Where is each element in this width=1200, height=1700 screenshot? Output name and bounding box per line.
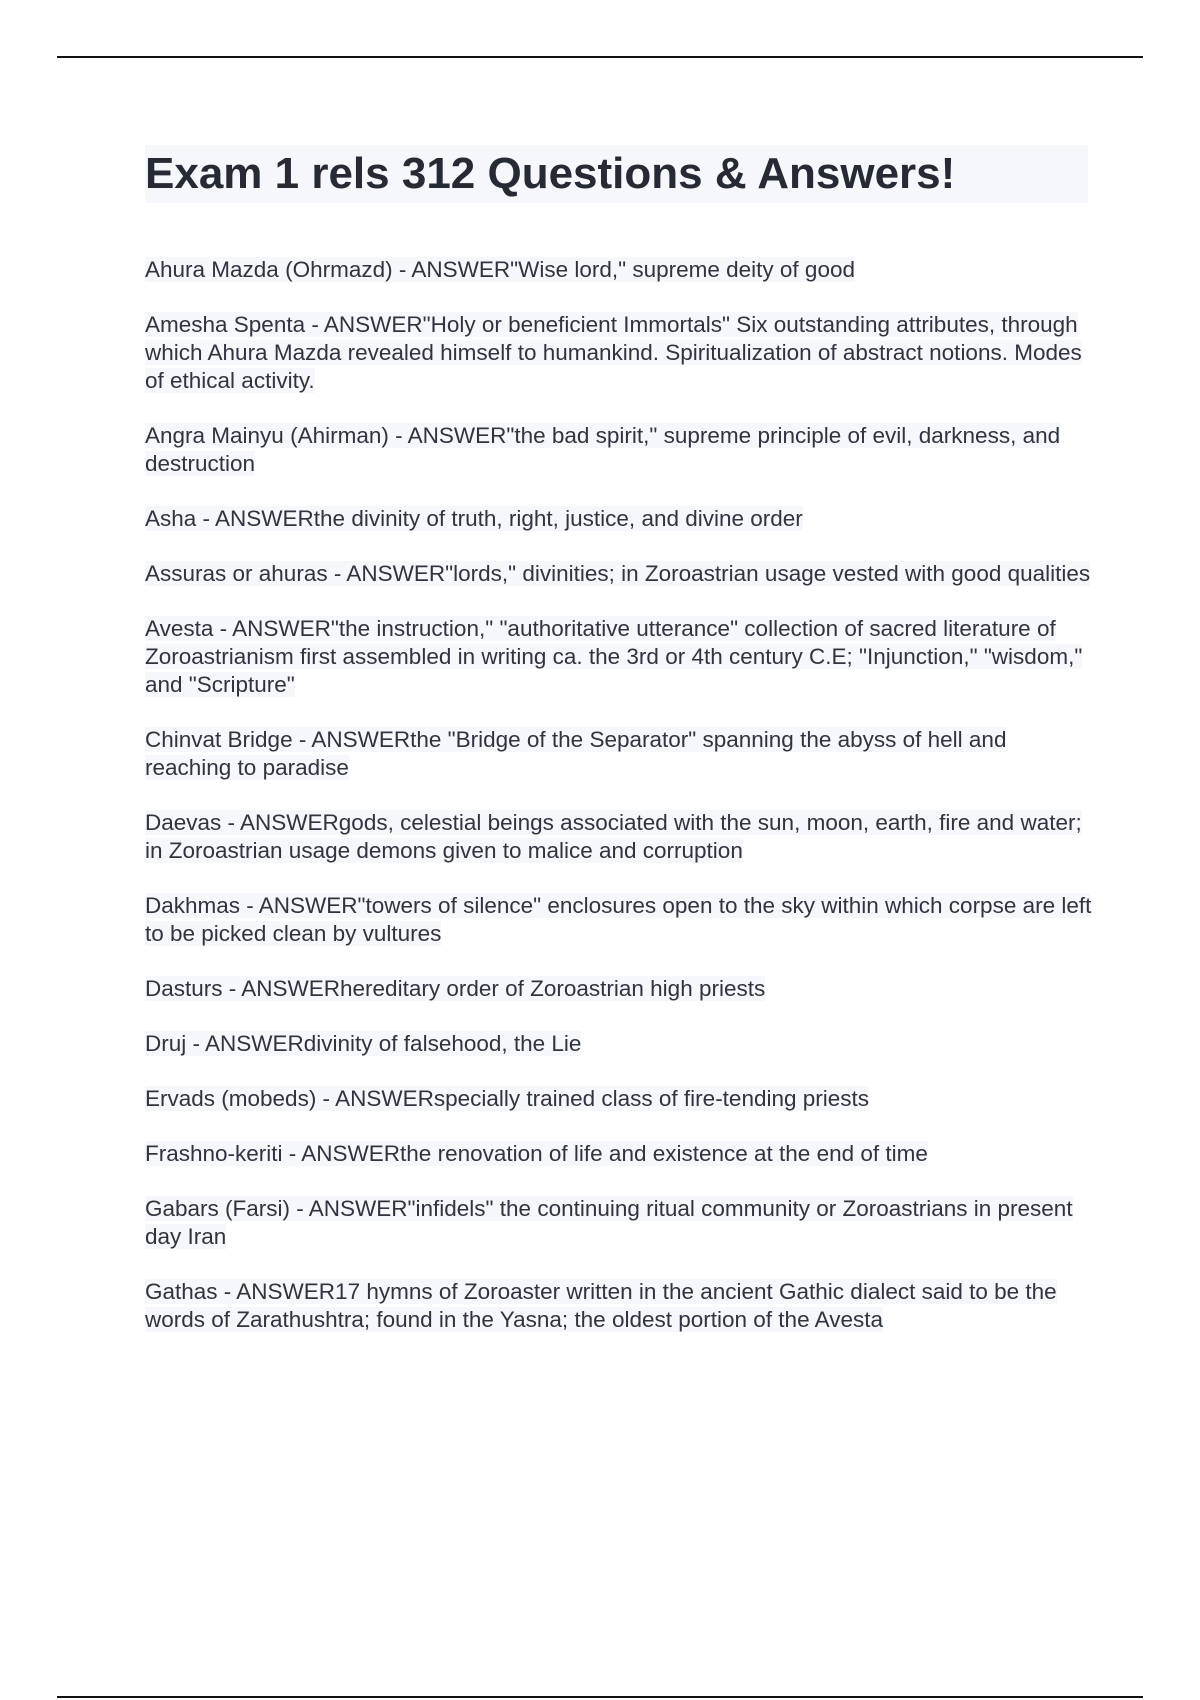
qa-item-text: Ervads (mobeds) - ANSWERspecially trained class of fire-tending priests [145,1086,870,1111]
qa-item-text: Amesha Spenta - ANSWER"Holy or beneficient Immortals" Six outstanding attributes, through which Ahura Mazda revealed himself to humankind. Spiritualization of abstract notions. Modes of ethical activity. [145,312,1082,393]
qa-item-text: Frashno-keriti - ANSWERthe renovation of life and existence at the end of time [145,1141,928,1166]
qa-item-angra-mainyu [145,422,1095,478]
qa-item-text: Assuras or ahuras - ANSWER"lords," divinities; in Zoroastrian usage vested with good qualities [145,561,1091,586]
qa-item-dasturs [145,975,1095,1003]
qa-item-ervads [145,1085,1095,1113]
qa-item-gathas [145,1278,1095,1334]
qa-item-dakhmas [145,892,1095,948]
qa-item-druj [145,1030,1095,1058]
bottom-rule [57,1696,1143,1698]
qa-item-assuras [145,560,1095,588]
qa-item-text: Gabars (Farsi) - ANSWER"infidels" the continuing ritual community or Zoroastrians in present day Iran [145,1196,1073,1249]
qa-item-daevas [145,809,1095,865]
qa-item-gabars [145,1195,1095,1251]
qa-item-text: Avesta - ANSWER"the instruction," "authoritative utterance" collection of sacred literature of Zoroastrianism first assembled in writing ca. the 3rd or 4th century C.E; "Injunction," "wisdom," and "Scripture" [145,616,1083,697]
qa-item-frashno-keriti [145,1140,1095,1168]
page-title: Exam 1 rels 312 Questions & Answers! [145,149,956,198]
qa-item-avesta [145,615,1095,699]
qa-item-text: Dakhmas - ANSWER"towers of silence" enclosures open to the sky within which corpse are left to be picked clean by vultures [145,893,1092,946]
qa-item-text: Gathas - ANSWER17 hymns of Zoroaster written in the ancient Gathic dialect said to be the words of Zarathushtra; found in the Yasna; the oldest portion of the Avesta [145,1279,1057,1332]
qa-item-text: Daevas - ANSWERgods, celestial beings associated with the sun, moon, earth, fire and water; in Zoroastrian usage demons given to malice and corruption [145,810,1082,863]
qa-item-text: Druj - ANSWERdivinity of falsehood, the Lie [145,1031,582,1056]
qa-item-chinvat-bridge [145,726,1095,782]
qa-item-text: Chinvat Bridge - ANSWERthe "Bridge of the Separator" spanning the abyss of hell and reaching to paradise [145,727,1007,780]
qa-item-text: Ahura Mazda (Ohrmazd) - ANSWER"Wise lord," supreme deity of good [145,257,855,282]
qa-item-text: Angra Mainyu (Ahirman) - ANSWER"the bad spirit," supreme principle of evil, darkness, and destruction [145,423,1061,476]
qa-list [145,256,1095,1361]
qa-item-text: Asha - ANSWERthe divinity of truth, right, justice, and divine order [145,506,803,531]
qa-item-amesha-spenta [145,311,1095,395]
qa-item-ahura-mazda [145,256,1095,284]
qa-item-text: Dasturs - ANSWERhereditary order of Zoroastrian high priests [145,976,766,1001]
qa-item-asha [145,505,1095,533]
top-rule [57,56,1143,58]
